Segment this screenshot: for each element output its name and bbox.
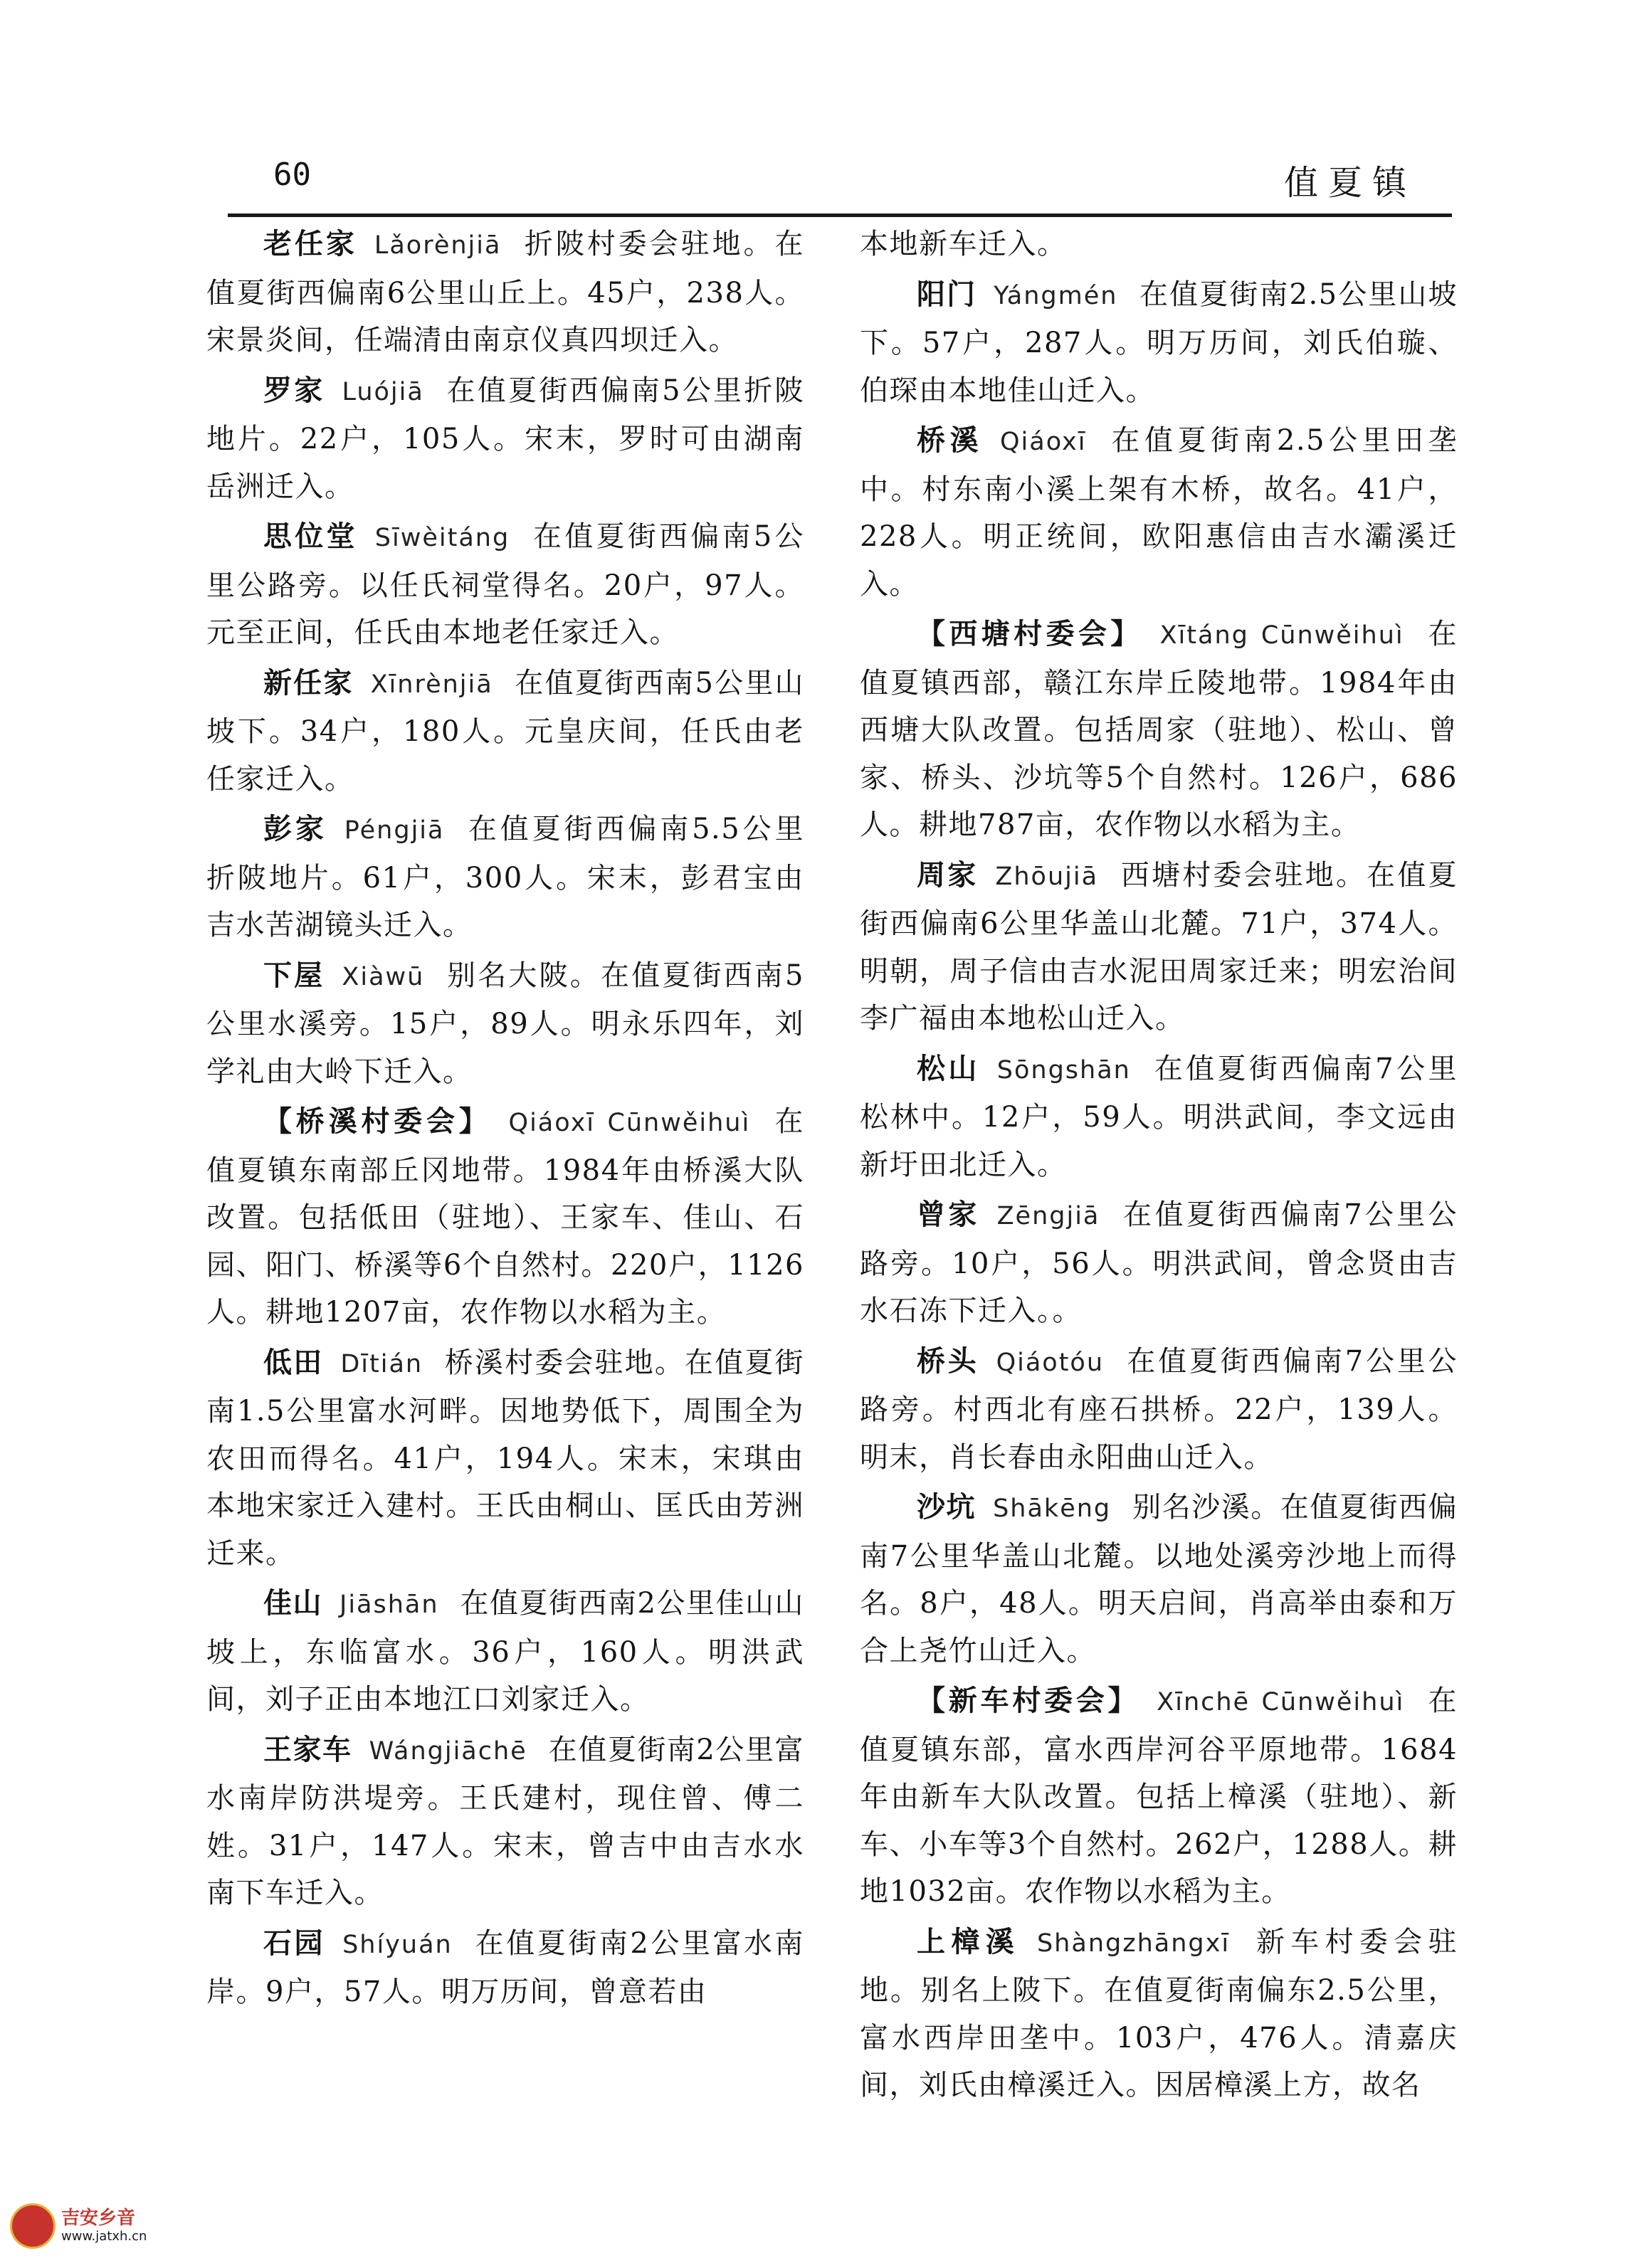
entry-text: 在值夏街西偏南5.5公里折陂地片。61户，300人。宋末，彭君宝由吉水苦湖镜头迁入。 xyxy=(206,813,804,942)
entry-text: 在值夏街南2.5公里山坡下。57户，287人。明万历间，刘氏伯璇、伯琛由本地佳山迁入。 xyxy=(860,278,1458,407)
section-entry xyxy=(206,1098,804,1336)
entry-name: 阳门 xyxy=(917,278,977,311)
entry-text: 在值夏街西偏南7公里公路旁。10户，56人。明洪武间，曾念贤由吉水石冻下迁入。。 xyxy=(860,1198,1458,1327)
entry-name: 彭家 xyxy=(263,813,327,845)
entry-name: 上樟溪 xyxy=(917,1925,1020,1958)
entry-name: 桥头 xyxy=(917,1344,979,1378)
section-name: 【桥溪村委会】 xyxy=(263,1105,492,1138)
entry xyxy=(206,1339,804,1578)
entry-pinyin: Zhōujiā xyxy=(995,862,1099,891)
entry-text: 西塘村委会驻地。在值夏街西偏南6公里华盖山北麓。71户，374人。明朝，周子信由吉水泥田周家迁来；明宏治间李广福由本地松山迁入。 xyxy=(860,858,1458,1035)
entry xyxy=(860,1919,1458,2109)
entry-text: 桥溪村委会驻地。在值夏街南1.5公里富水河畔。因地势低下，周围全为农田而得名。41户，194人。宋末，宋琪由本地宋家迁入建村。王氏由桐山、匡氏由芳洲迁来。 xyxy=(206,1346,804,1570)
entry xyxy=(206,952,804,1096)
section-pinyin: Xītáng Cūnwěihuì xyxy=(1159,621,1404,650)
entry-pinyin: Shíyuán xyxy=(342,1930,453,1959)
section-text: 在值夏镇东部，富水西岸河谷平原地带。1684年由新车大队改置。包括上樟溪（驻地）、新车、小车等3个自然村。262户，1288人。耕地1032亩。农作物以水稻为主。 xyxy=(860,1684,1458,1908)
entry-name: 周家 xyxy=(917,858,979,892)
continuation-text: 本地新车迁入。 xyxy=(860,228,1067,260)
entry-pinyin: Sīwèitáng xyxy=(374,524,510,552)
entry-name: 王家车 xyxy=(263,1733,352,1766)
entry-name: 桥溪 xyxy=(917,424,983,457)
entry-text: 在值夏街南2.5公里田垄中。村东南小溪上架有木桥，故名。41户，228人。明正统间，欧阳惠信由吉水灞溪迁入。 xyxy=(860,424,1458,601)
entry xyxy=(860,1191,1458,1335)
section-entry xyxy=(860,1677,1458,1916)
entry-name: 下屋 xyxy=(263,959,325,992)
entry-pinyin: Xiàwū xyxy=(342,962,425,991)
entry-pinyin: Xīnrènjiā xyxy=(370,670,493,699)
entry-name: 石园 xyxy=(263,1926,326,1960)
page-header xyxy=(228,149,1452,213)
entry-text: 在值夏街西南5公里山坡下。34户，180人。元皇庆间，任氏由老任家迁入。 xyxy=(206,666,804,796)
entry-pinyin: Sōngshān xyxy=(996,1055,1131,1085)
entry-name: 老任家 xyxy=(263,228,357,260)
section-pinyin: Xīnchē Cūnwěihuì xyxy=(1157,1688,1405,1716)
entry-text: 新车村委会驻地。别名上陂下。在值夏街南偏东2.5公里，富水西岸田垄中。103户，476人。清嘉庆间，刘氏由樟溪迁入。因居樟溪上方，故名 xyxy=(860,1925,1458,2101)
entry xyxy=(860,1338,1458,1482)
entry-pinyin: Wángjiāchē xyxy=(369,1736,527,1766)
entry-text: 在值夏街西偏南7公里松林中。12户，59人。明洪武间，李文远由新圩田北迁入。 xyxy=(860,1052,1458,1181)
entry xyxy=(206,367,804,511)
left-column xyxy=(206,221,804,2185)
section-name: 【西塘村委会】 xyxy=(917,618,1143,650)
section-text: 在值夏镇东南部丘冈地带。1984年由桥溪大队改置。包括低田（驻地）、王家车、佳山、石园、阳门、桥溪等6个自然村。220户，1126人。耕地1207亩，农作物以水稻为主。 xyxy=(206,1105,804,1329)
header-rule xyxy=(228,213,1452,217)
entry xyxy=(206,806,804,949)
entry xyxy=(206,1920,804,2016)
entry xyxy=(206,1580,804,1724)
section-entry xyxy=(860,611,1458,849)
entry-name: 佳山 xyxy=(263,1587,322,1620)
entry-pinyin: Lǎorènjiā xyxy=(374,231,502,260)
entry xyxy=(206,660,804,803)
entry-text: 在值夏街南2公里富水南岸防洪堤旁。王氏建村，现住曾、傅二姓。31户，147人。宋末，曾吉中由吉水水南下车迁入。 xyxy=(206,1733,804,1909)
entry-name: 沙坑 xyxy=(917,1491,977,1524)
entry xyxy=(860,417,1458,608)
entry-name: 罗家 xyxy=(263,374,325,407)
watermark-emblem-icon xyxy=(10,2203,56,2249)
entry-pinyin: Shākēng xyxy=(993,1494,1112,1523)
section-name: 【新车村委会】 xyxy=(917,1684,1140,1717)
entry-name: 曾家 xyxy=(917,1198,980,1231)
entry-pinyin: Qiáotóu xyxy=(996,1348,1105,1377)
entry xyxy=(860,271,1458,415)
entry-text: 在值夏街西南2公里佳山山坡上，东临富水。36户，160人。明洪武间，刘子正由本地江口刘家迁入。 xyxy=(206,1587,804,1716)
entry xyxy=(206,221,804,364)
entry-text: 在值夏街西偏南5公里折陂地片。22户，105人。宋末，罗时可由湖南岳洲迁入。 xyxy=(206,374,804,503)
entry-name: 松山 xyxy=(917,1052,980,1085)
running-head: 值夏镇 xyxy=(1283,163,1416,203)
entry xyxy=(206,513,804,657)
entry-text: 别名大陂。在值夏街西南5公里水溪旁。15户，89人。明永乐四年，刘学礼由大岭下迁入。 xyxy=(206,959,804,1088)
entry-text: 折陂村委会驻地。在值夏街西偏南6公里山丘上。45户，238人。宋景炎间，任端清由南京仪真四坝迁入。 xyxy=(206,228,804,357)
entry xyxy=(860,1045,1458,1189)
entry xyxy=(860,1484,1458,1674)
entry-name: 新任家 xyxy=(263,666,354,700)
watermark-text: 吉安乡音 xyxy=(61,2208,136,2229)
entry-name: 低田 xyxy=(263,1346,324,1379)
entry-name: 思位堂 xyxy=(263,520,358,553)
entry-text: 别名沙溪。在值夏街西偏南7公里华盖山北麓。以地处溪旁沙地上而得名。8户，48人。明天启间，肖高举由泰和万合上尧竹山迁入。 xyxy=(860,1491,1458,1667)
entry-pinyin: Luójiā xyxy=(342,377,424,406)
right-column xyxy=(860,221,1458,2185)
entry-pinyin: Péngjiā xyxy=(344,816,445,845)
entry-pinyin: Zēngjiā xyxy=(996,1202,1100,1230)
entry-text: 在值夏街西偏南7公里公路旁。村西北有座石拱桥。22户，139人。明末，肖长春由永阳曲山迁入。 xyxy=(860,1344,1458,1474)
watermark-url: www.jatxh.cn xyxy=(61,2229,147,2244)
entry xyxy=(860,852,1458,1043)
section-text: 在值夏镇西部，赣江东岸丘陵地带。1984年由西塘大队改置。包括周家（驻地）、松山、曾家、桥头、沙坑等5个自然村。126户，686人。耕地787亩，农作物以水稻为主。 xyxy=(860,618,1458,841)
entry-pinyin: Shàngzhāngxī xyxy=(1036,1929,1231,1958)
entry-pinyin: Qiáoxī xyxy=(999,428,1087,456)
section-pinyin: Qiáoxī Cūnwěihuì xyxy=(508,1109,751,1137)
entry-text: 在值夏街西偏南5公里公路旁。以任氏祠堂得名。20户，97人。元至正间，任氏由本地老任家迁入。 xyxy=(206,520,804,649)
entry-pinyin: Dītián xyxy=(340,1349,423,1378)
entry-pinyin: Jiāshān xyxy=(339,1591,439,1619)
entry-text: 在值夏街南2公里富水南岸。9户，57人。明万历间，曾意若由 xyxy=(206,1926,804,2008)
watermark-logo xyxy=(6,2199,191,2256)
entry-pinyin: Yángmén xyxy=(994,281,1118,310)
page-number: 60 xyxy=(273,157,311,193)
entry xyxy=(206,1726,804,1917)
